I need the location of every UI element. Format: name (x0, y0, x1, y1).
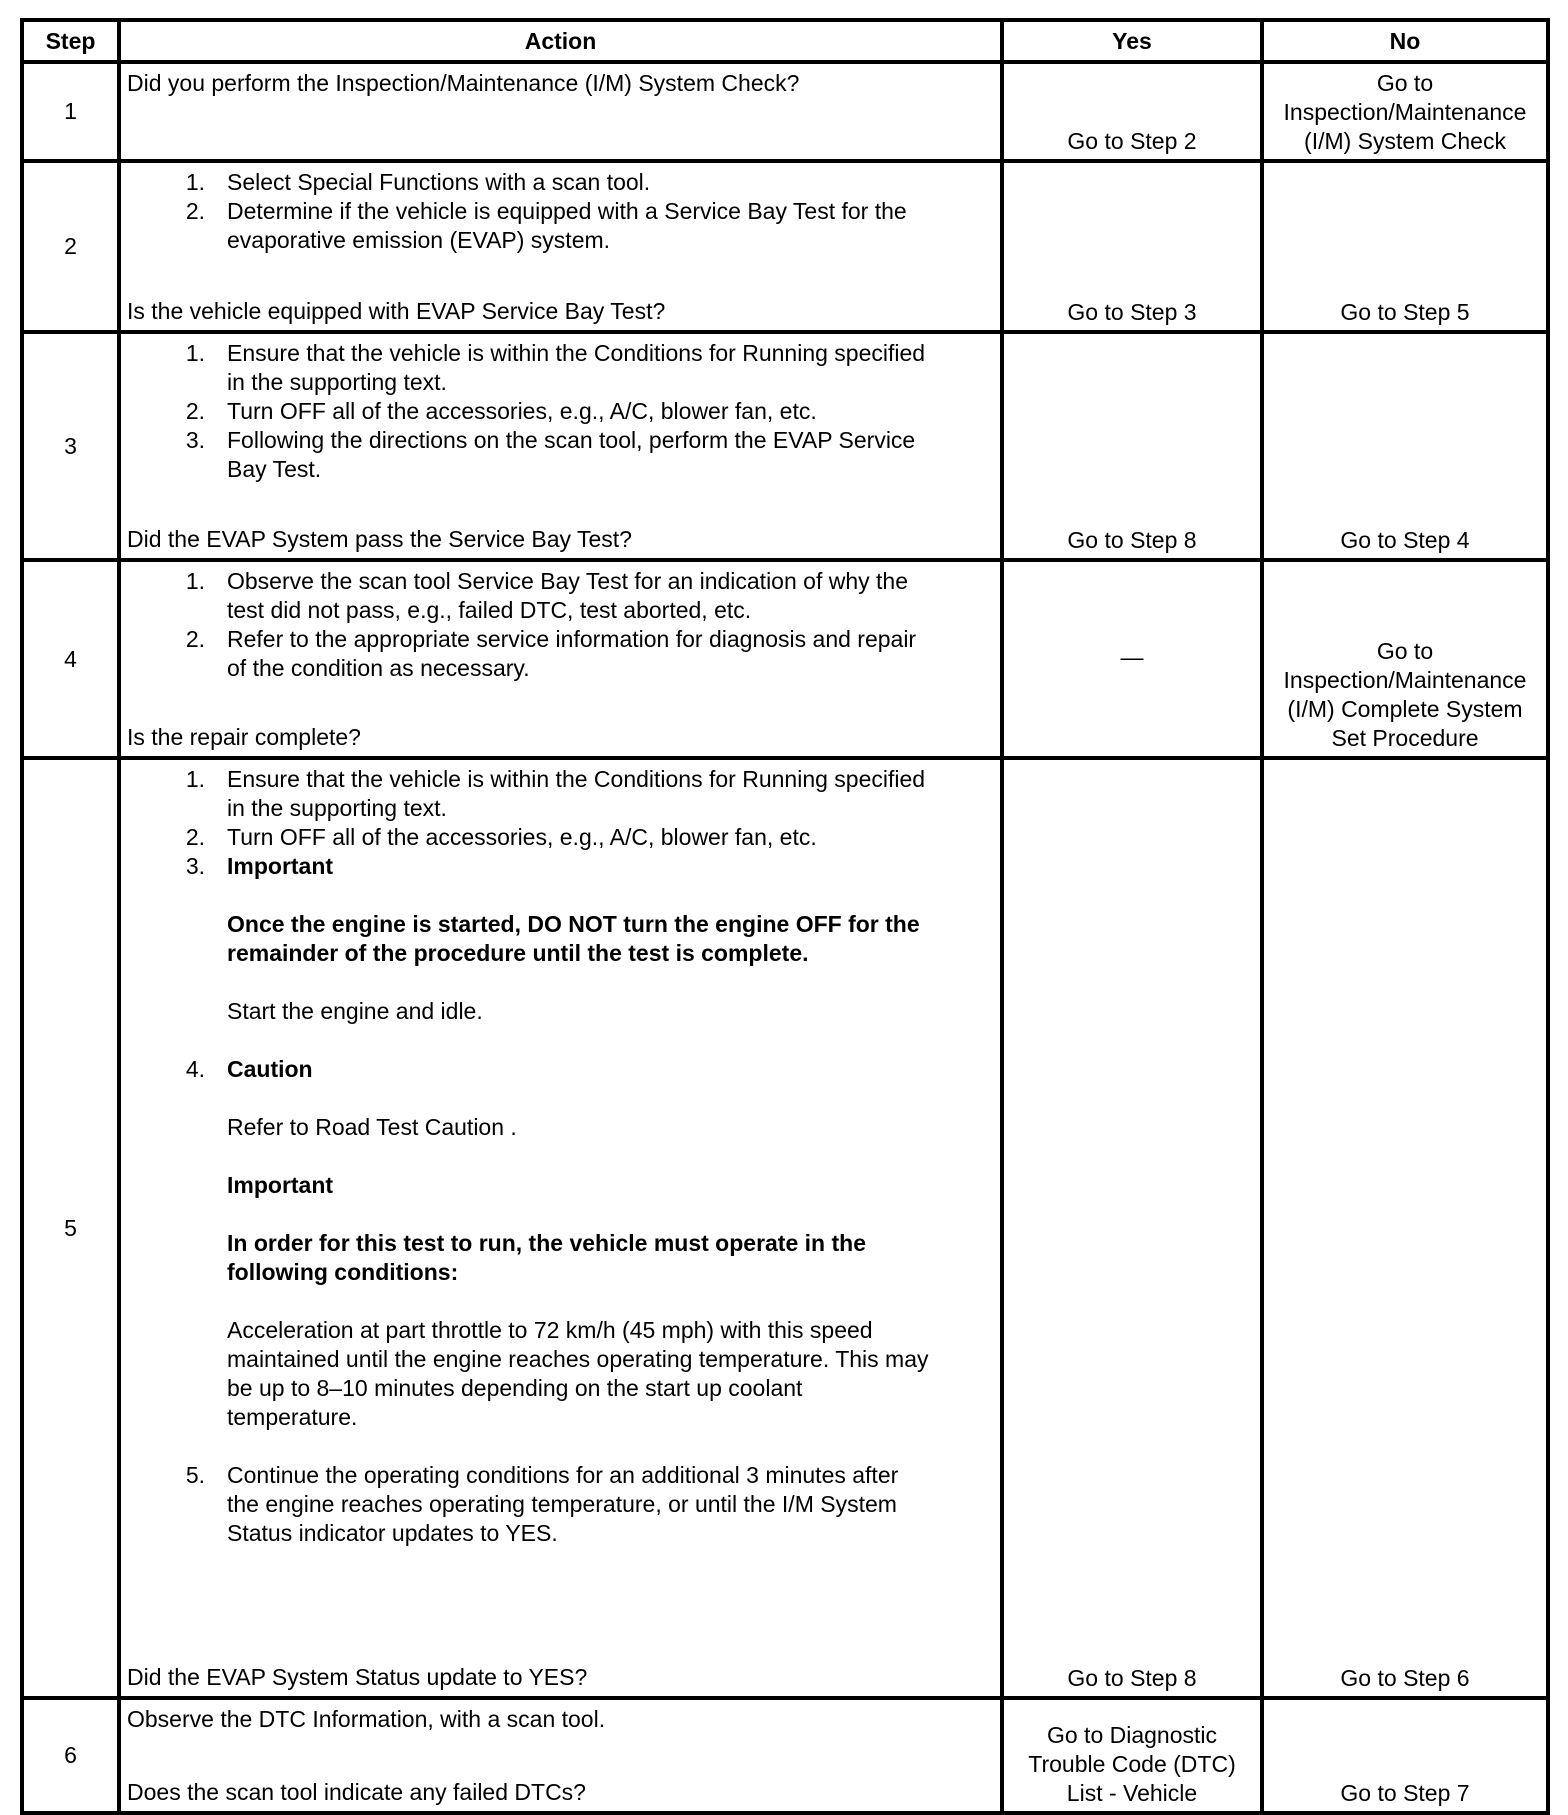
table-row (22, 758, 1548, 1698)
yes-line: List - Vehicle (1066, 1780, 1198, 1806)
diagnostic-table-page (20, 18, 1546, 1806)
caution-heading: Caution (227, 1056, 313, 1082)
instruction-list (127, 765, 994, 1548)
action-question: Is the vehicle equipped with EVAP Service Bay Test? (127, 298, 666, 324)
action-cell (119, 1698, 1002, 1813)
yes-line: Trouble Code (DTC) (1028, 1751, 1236, 1777)
list-item (127, 168, 994, 197)
list-number: 1. (185, 568, 205, 594)
list-text (227, 339, 994, 397)
diagnostic-table (20, 18, 1550, 1815)
yes-cell: — (1002, 560, 1262, 758)
text-line: Acceleration at part throttle to 72 km/h (45 mph) with this speed (227, 1317, 873, 1343)
text-line: Turn OFF all of the accessories, e.g., A/C, blower fan, etc. (227, 398, 817, 424)
text-line: Following the directions on the scan tool, perform the EVAP Service (227, 427, 916, 453)
table-row (22, 560, 1548, 758)
text-line: in the supporting text. (227, 369, 447, 395)
important-heading: Important (227, 853, 334, 879)
list-text: Turn OFF all of the accessories, e.g., A/C, blower fan, etc. (227, 824, 817, 850)
list-text (227, 1055, 994, 1461)
text-line: Status indicator updates to YES. (227, 1520, 558, 1546)
action-content (127, 1705, 994, 1807)
list-text (227, 852, 994, 1055)
action-content (127, 567, 994, 752)
important-heading: Important (227, 1172, 334, 1198)
action-question: Did you perform the Inspection/Maintenance (I/M) System Check? (127, 70, 800, 96)
action-cell (119, 62, 1002, 161)
header-action: Action (119, 20, 1002, 62)
text-line: maintained until the engine reaches operating temperature. This may (227, 1346, 929, 1372)
list-item (127, 625, 994, 683)
spacer (227, 1287, 994, 1316)
instruction-list (127, 168, 994, 255)
step-number: 3 (22, 332, 119, 560)
list-number: 4. (185, 1056, 205, 1082)
no-line: (I/M) Complete System (1287, 696, 1523, 722)
table-row (22, 1698, 1548, 1813)
list-text (227, 168, 994, 197)
action-content (127, 339, 994, 554)
yes-cell: Go to Step 3 (1002, 161, 1262, 332)
step-number: 4 (22, 560, 119, 758)
no-cell: Go to Step 5 (1262, 161, 1548, 332)
no-cell: Go to Step 4 (1262, 332, 1548, 560)
text-line: temperature. (227, 1404, 358, 1430)
text-line: the engine reaches operating temperature, or until the I/M System (227, 1491, 897, 1517)
spacer (227, 1200, 994, 1229)
text-line: Select Special Functions with a scan tool. (227, 169, 651, 195)
no-line: Inspection/Maintenance (1283, 99, 1527, 125)
spacer (227, 881, 994, 910)
list-text (227, 197, 994, 255)
action-question: Did the EVAP System Status update to YES? (127, 1664, 588, 1690)
list-number: 1. (185, 340, 205, 366)
no-line: Set Procedure (1331, 725, 1479, 751)
list-number: 2. (185, 198, 205, 224)
no-line: Go to (1376, 638, 1434, 664)
text-line: Determine if the vehicle is equipped with a Service Bay Test for the (227, 198, 907, 224)
important-text: following conditions: (227, 1259, 459, 1285)
important-text: In order for this test to run, the vehicle must operate in the (227, 1230, 866, 1256)
action-question: Does the scan tool indicate any failed DTCs? (127, 1779, 586, 1805)
step-number: 6 (22, 1698, 119, 1813)
list-text (227, 397, 994, 426)
header-no: No (1262, 20, 1548, 62)
list-item (127, 426, 994, 484)
list-number: 3. (185, 853, 205, 879)
list-item (127, 339, 994, 397)
action-cell (119, 161, 1002, 332)
action-cell (119, 758, 1002, 1698)
no-line: Inspection/Maintenance (1283, 667, 1527, 693)
action-question: Did the EVAP System pass the Service Bay Test? (127, 526, 632, 552)
no-line: (I/M) System Check (1304, 128, 1506, 154)
spacer (227, 1432, 994, 1461)
text-line: test did not pass, e.g., failed DTC, test aborted, etc. (227, 597, 752, 623)
action-cell (119, 560, 1002, 758)
action-question: Is the repair complete? (127, 724, 361, 750)
list-number: 5. (185, 1462, 205, 1488)
no-cell: Go to Step 7 (1262, 1698, 1548, 1813)
table-row (22, 62, 1548, 161)
header-yes: Yes (1002, 20, 1262, 62)
text-line: evaporative emission (EVAP) system. (227, 227, 611, 253)
list-item (127, 1055, 994, 1461)
action-text: Observe the DTC Information, with a scan tool. (127, 1706, 606, 1732)
action-content (127, 765, 994, 1692)
spacer (227, 968, 994, 997)
yes-cell (1002, 1698, 1262, 1813)
text-line: Bay Test. (227, 456, 322, 482)
text-line: in the supporting text. (227, 795, 447, 821)
action-content (127, 168, 994, 326)
step-number: 1 (22, 62, 119, 161)
header-step: Step (22, 20, 119, 62)
spacer (227, 1026, 994, 1055)
text-line: Start the engine and idle. (227, 998, 483, 1024)
list-item (127, 765, 994, 823)
list-item (127, 397, 994, 426)
list-number: 1. (185, 766, 205, 792)
list-number: 2. (185, 626, 205, 652)
list-number: 1. (185, 169, 205, 195)
yes-line: Go to Diagnostic (1046, 1722, 1218, 1748)
text-line: Refer to Road Test Caution . (227, 1114, 517, 1140)
list-number: 3. (185, 427, 205, 453)
text-line: of the condition as necessary. (227, 655, 530, 681)
spacer (227, 1084, 994, 1113)
step-number: 2 (22, 161, 119, 332)
table-row (22, 332, 1548, 560)
header-row (22, 20, 1548, 62)
list-number: 2. (185, 824, 205, 850)
text-line: Continue the operating conditions for an additional 3 minutes after (227, 1462, 899, 1488)
instruction-list (127, 339, 994, 484)
text-line: Observe the scan tool Service Bay Test for an indication of why the (227, 568, 908, 594)
list-number: 2. (185, 398, 205, 424)
no-line: Go to (1376, 70, 1434, 96)
important-text: Once the engine is started, DO NOT turn the engine OFF for the (227, 911, 920, 937)
list-text (227, 765, 994, 823)
text-line: Refer to the appropriate service information for diagnosis and repair (227, 626, 917, 652)
text-line: be up to 8–10 minutes depending on the start up coolant (227, 1375, 803, 1401)
spacer (227, 1142, 994, 1171)
instruction-list (127, 567, 994, 683)
table-row (22, 161, 1548, 332)
yes-cell: Go to Step 8 (1002, 758, 1262, 1698)
list-item (127, 823, 994, 852)
action-cell (119, 332, 1002, 560)
no-cell (1262, 560, 1548, 758)
yes-cell: Go to Step 8 (1002, 332, 1262, 560)
important-text: remainder of the procedure until the test is complete. (227, 940, 809, 966)
text-line: Ensure that the vehicle is within the Conditions for Running specified (227, 766, 926, 792)
list-item (127, 567, 994, 625)
list-text (227, 1461, 994, 1548)
list-item (127, 197, 994, 255)
no-cell (1262, 62, 1548, 161)
list-text (227, 567, 994, 625)
yes-cell: Go to Step 2 (1002, 62, 1262, 161)
text-line: Ensure that the vehicle is within the Conditions for Running specified (227, 340, 926, 366)
list-text (227, 426, 994, 484)
list-item (127, 1461, 994, 1548)
list-text (227, 625, 994, 683)
step-number: 5 (22, 758, 119, 1698)
list-item (127, 852, 994, 1055)
no-cell: Go to Step 6 (1262, 758, 1548, 1698)
